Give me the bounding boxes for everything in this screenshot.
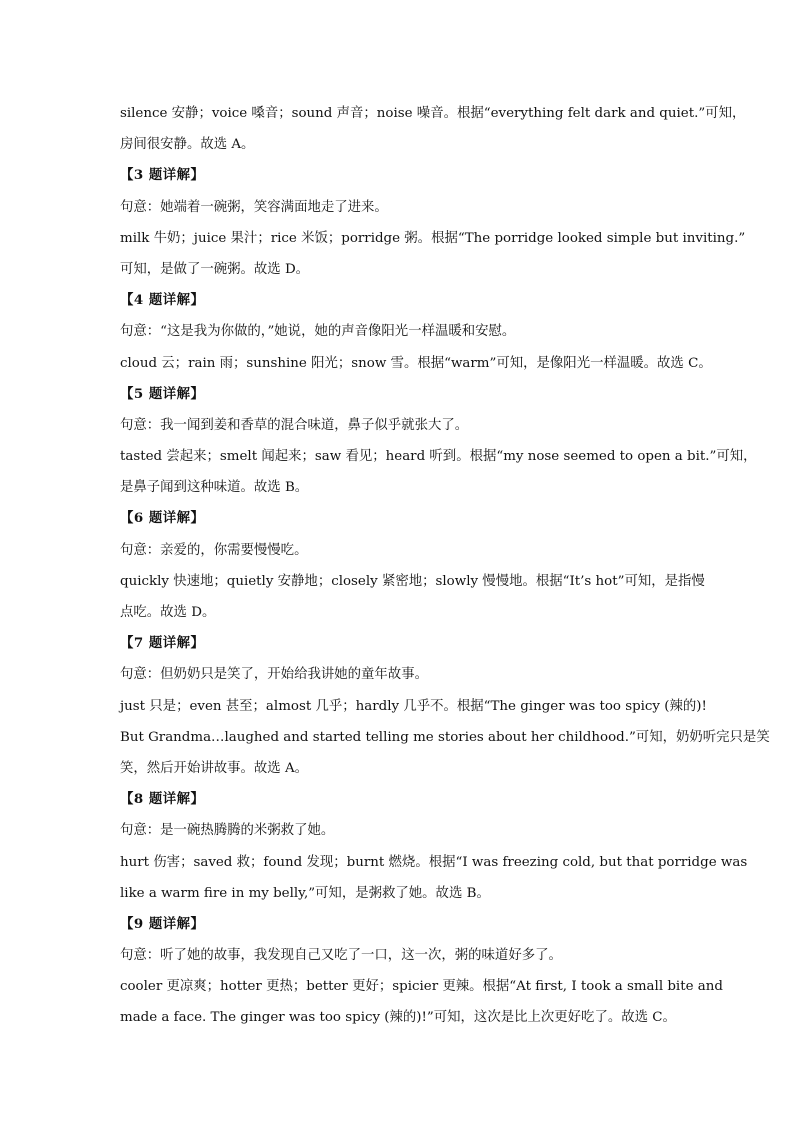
text-line: 房间很安静。故选 A。 (120, 137, 255, 153)
text-line: 句意：听了她的故事，我发现自己又吃了一口，这一次，粥的味道好多了。 (120, 948, 562, 964)
text-line: 句意：“这是我为你做的，”她说，她的声音像阳光一样温暖和安慰。 (120, 324, 516, 340)
text-line: 笑，然后开始讲故事。故选 A。 (120, 760, 309, 776)
section-heading: 【8 题详解】 (120, 791, 205, 808)
text-line: 句意：亲爱的，你需要慢慢吃。 (120, 542, 308, 558)
text-line: cooler 更凉爽；hotter 更热；better 更好；spicier 更辣。根据“At first, I took a small bite and (120, 979, 723, 995)
text-line: like a warm fire in my belly,”可知，是粥救了她。故选 B。 (120, 885, 490, 901)
text-line: quickly 快速地；quietly 安静地；closely 紧密地；slowly 慢慢地。根据“It’s hot”可知，是指慢 (120, 573, 705, 589)
section-heading: 【5 题详解】 (120, 385, 205, 402)
text-line: made a face. The ginger was too spicy (辣的)!”可知，这次是比上次更好吃了。故选 C。 (120, 1010, 676, 1026)
text-line: milk 牛奶；juice 果汁；rice 米饭；porridge 粥。根据“The porridge looked simple but inviting.” (120, 230, 746, 246)
text-line: hurt 伤害；saved 救；found 发现；burnt 燃烧。根据“I was freezing cold, but that porridge was (120, 854, 748, 870)
text-line: 可知，是做了一碗粥。故选 D。 (120, 261, 310, 277)
section-heading: 【4 题详解】 (120, 292, 205, 309)
text-line: 是鼻子闻到这种味道。故选 B。 (120, 480, 309, 496)
text-line: tasted 尝起来；smelt 闻起来；saw 看见；heard 听到。根据“my nose seemed to open a bit.”可知， (120, 449, 757, 465)
text-line: 句意：但奶奶只是笑了，开始给我讲她的童年故事。 (120, 667, 428, 683)
text-line: 句意：我一闻到姜和香草的混合味道，鼻子似乎就张大了。 (120, 417, 469, 433)
section-heading: 【7 题详解】 (120, 635, 205, 652)
text-line: cloud 云；rain 雨；sunshine 阳光；snow 雪。根据“warm”可知，是像阳光一样温暖。故选 C。 (120, 355, 712, 371)
section-heading: 【3 题详解】 (120, 167, 205, 184)
answer-explanations (120, 98, 770, 1034)
section-heading: 【9 题详解】 (120, 915, 205, 932)
text-line: 句意：她端着一碗粥，笑容满面地走了进来。 (120, 199, 388, 215)
text-line: silence 安静；voice 嗓音；sound 声音；noise 噪音。根据“everything felt dark and quiet.”可知， (120, 106, 746, 121)
text-line: 点吃。故选 D。 (120, 605, 216, 620)
text-line: just 只是；even 甚至；almost 几乎；hardly 几乎不。根据“The ginger was too spicy (辣的)! (120, 698, 707, 714)
text-line: 句意：是一碗热腾腾的米粥救了她。 (120, 823, 335, 839)
text-line: But Grandma…laughed and started telling me stories about her childhood.”可知，奶奶听完只是笑 (120, 729, 770, 745)
section-heading: 【6 题详解】 (120, 510, 205, 527)
